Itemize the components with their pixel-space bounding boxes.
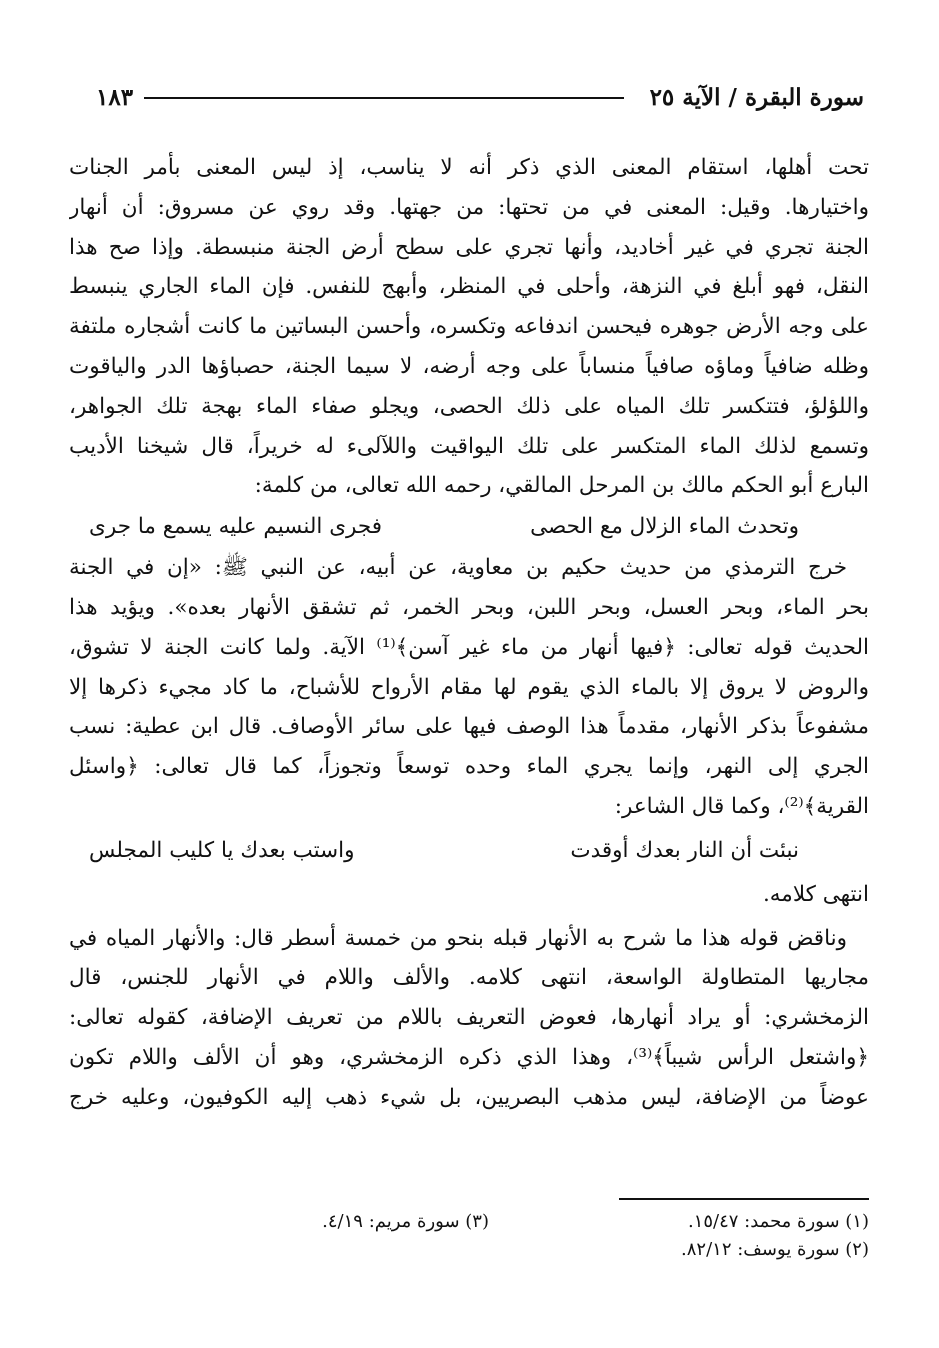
text-line: واختيارها. وقيل: المعنى في من تحتها: من جهتها. وقد روي عن مسروق: أن أنهار: [69, 194, 869, 220]
text-line: بحر الماء، وبحر العسل، وبحر اللبن، وبحر الخمر، ثم تشقق الأنهار بعده». ويؤيد هذا: [69, 594, 869, 620]
main-text: [69, 148, 869, 1118]
text-line: وناقض قوله هذا ما شرح به الأنهار قبله بنحو من خمسة أسطر قال: والأنهار المياه في: [69, 925, 847, 951]
verse-first-hemistich: وتحدث الماء الزلال مع الحصى: [530, 514, 799, 540]
text-line: الجنة تجري في غير أخاديد، وأنها تجري على سطح أرض الجنة منبسطة. وإذا صح هذا: [69, 234, 869, 260]
text-line: وظله ضافياً وماؤه صافياً منساباً على وجه أرضه، لا سيما الجنة، حصباؤها الدر والياقوت: [69, 353, 869, 379]
text-line: النقل، فهو أبلغ في النزهة، وأحلى في المنظر، وأبهج للنفس. فإن الماء الجاري ينبسط: [69, 274, 869, 300]
text-line: عوضاً من الإضافة، ليس مذهب البصريين، بل شيء ذهب إليه الكوفيون، وعليه خرج: [69, 1084, 869, 1110]
text-line: تحت أهلها، استقام المعنى الذي ذكر أنه لا يناسب، إذ ليس المعنى بأمر الجنات: [69, 155, 869, 180]
text-line: الزمخشري: أو يراد أنهارها، فعوض التعريف باللام من تعريف الإضافة، كقوله تعالى:: [69, 1005, 869, 1031]
running-title: سورة البقرة / الآية ٢٥: [649, 84, 864, 111]
text-line: البارع أبو الحكم مالك بن المرحل المالقي، رحمه الله تعالى، من كلمة:: [254, 473, 869, 499]
text-line: على وجه الأرض جوهره فيحسن اندفاعه وتكسره، وأحسن البساتين ما كانت أشجاره ملتفة: [69, 314, 869, 340]
footnote-1: (١) سورة محمد: ١٥/٤٧.: [687, 1211, 869, 1232]
poem-verse: [69, 827, 869, 875]
text-line: القرية﴾⁽²⁾، وكما قال الشاعر:: [614, 793, 869, 819]
poem-verse: [69, 506, 869, 548]
text-line: خرج الترمذي من حديث حكيم بن معاوية، عن أبيه، عن النبي ﷺ: «إن في الجنة: [69, 555, 847, 581]
text-line: ﴿واشتعل الرأس شيباً﴾⁽³⁾، وهذا الذي ذكره الزمخشري، وهو أن الألف واللام تكون: [69, 1044, 869, 1070]
page-header: [96, 78, 864, 118]
text-line: والروض لا يروق إلا بالماء الذي يقوم لها مقام الأرواح للأشباح، ما كاد مجيء ذكرها إلا: [69, 674, 869, 700]
footnote-row: [69, 1208, 869, 1236]
text-line: مجاريها المتطاولة الواسعة، انتهى كلامه. والألف واللام في الأنهار للجنس، قال: [69, 965, 869, 991]
verse-second-hemistich: فجرى النسيم عليه يسمع ما جرى: [89, 514, 383, 540]
footnote-2: (٢) سورة يوسف: ٨٢/١٢.: [681, 1239, 869, 1260]
text-line: مشفوعاً بذكر الأنهار، مقدماً هذا الوصف فيها على سائر الأوصاف. قال ابن عطية: نسب: [69, 714, 869, 740]
footnote-separator: [619, 1198, 869, 1200]
closing-line: انتهى كلامه.: [762, 881, 869, 907]
text-line: الجري إلى النهر، وإنما يجري الماء وحده توسعاً وتجوزاً، كما قال تعالى: ﴿واسئل: [69, 754, 869, 780]
text-line: وتسمع لذلك الماء المتكسر على تلك اليواقيت واللآلىء له خريراً، قال شيخنا الأديب: [69, 433, 869, 459]
footnote-3: (٣) سورة مريم: ٤/١٩.: [322, 1211, 489, 1232]
verse-second-hemistich: واستب بعدك يا كليب المجلس: [89, 837, 355, 863]
text-line: الحديث قوله تعالى: ﴿فيها أنهار من ماء غير آسن﴾⁽¹⁾ الآية. ولما كانت الجنة لا تشوق،: [69, 634, 869, 660]
page-number: ١٨٣: [96, 84, 134, 111]
footnotes: [69, 1208, 869, 1264]
verse-first-hemistich: نبئت أن النار بعدك أوقدت: [570, 837, 799, 863]
text-line: واللؤلؤ، فتتكسر تلك المياه على ذلك الحصى، ويجلو صفاء الماء بهجة تلك الجواهر،: [69, 393, 869, 419]
footnote-row: [69, 1236, 869, 1264]
header-rule: [144, 97, 624, 99]
